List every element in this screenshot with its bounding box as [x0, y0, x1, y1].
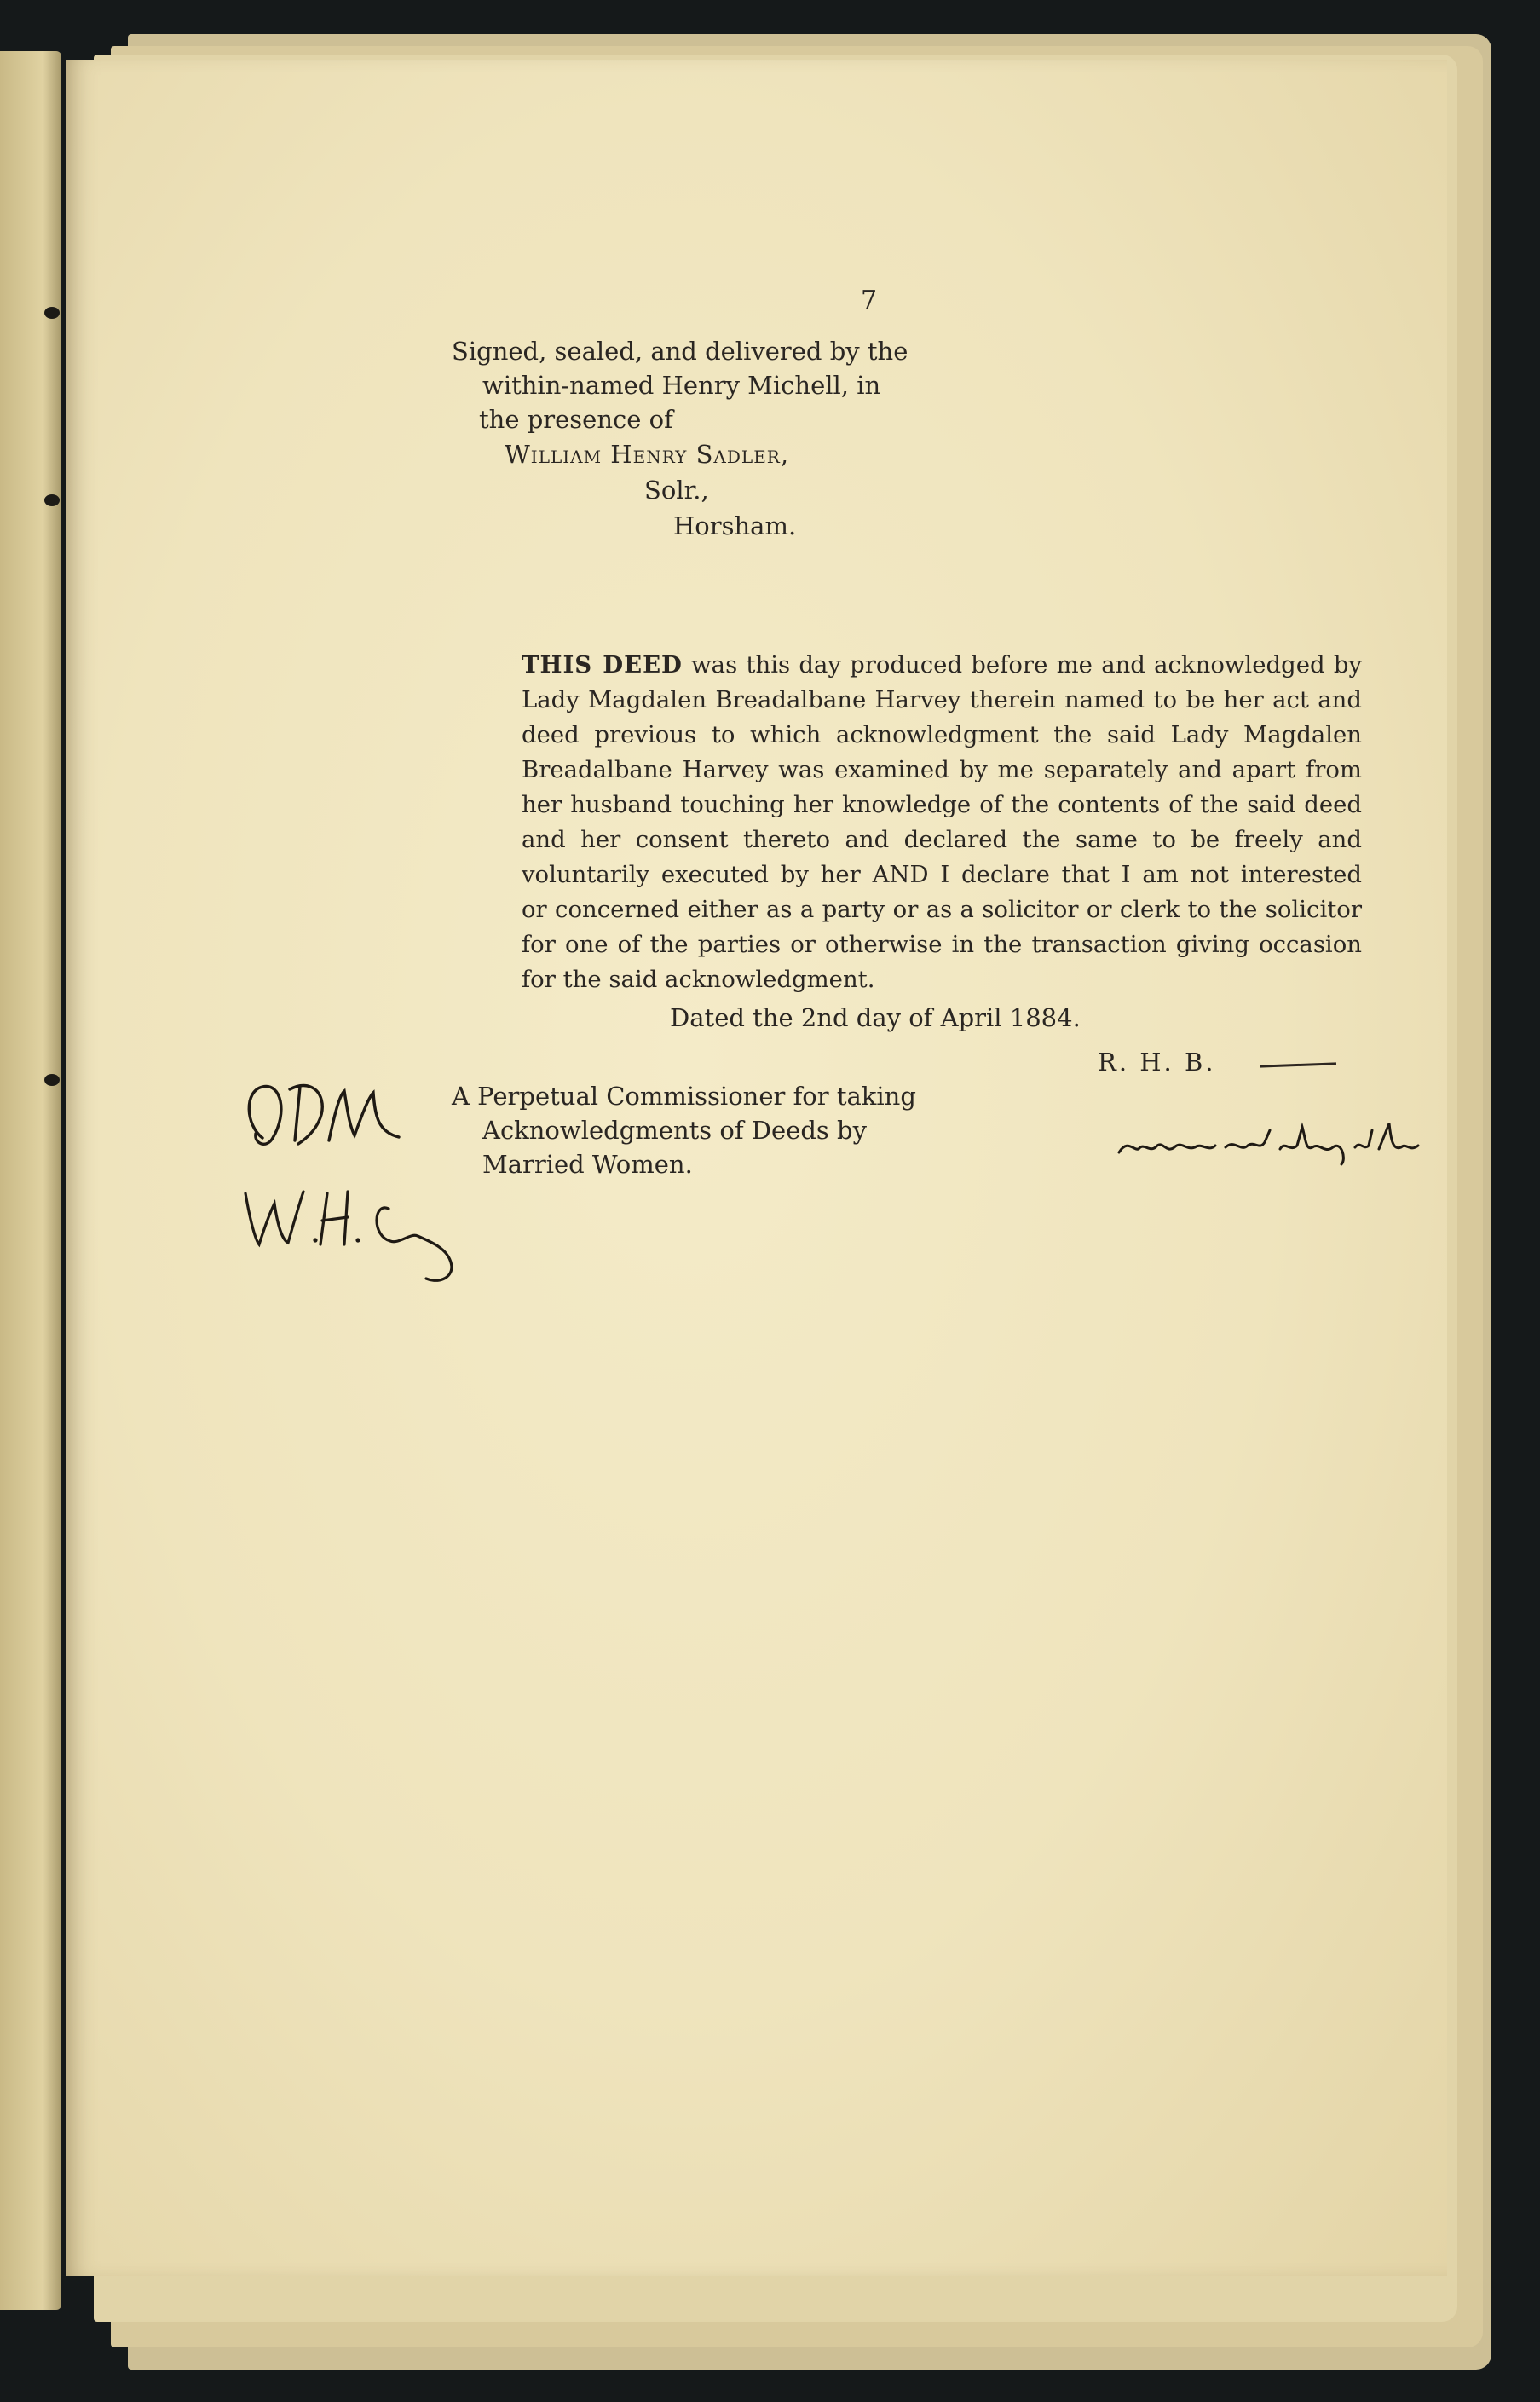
- witness-title: Solr.,: [644, 476, 709, 505]
- witness-place: Horsham.: [673, 511, 797, 540]
- acknowledgment-line: for one of the parties or otherwise in the transaction giving occasion: [522, 931, 1362, 958]
- commissioner-line-2: Acknowledgments of Deeds by: [482, 1116, 867, 1145]
- acknowledgment-lead: THIS DEED: [522, 651, 683, 678]
- document-page: [66, 60, 1447, 2276]
- commissioner-line-3: Married Women.: [482, 1150, 693, 1179]
- dated-line: Dated the 2nd day of April 1884.: [670, 1003, 1081, 1032]
- acknowledgment-line: and her consent thereto and declared the same to be freely and: [522, 826, 1362, 853]
- page-number: 7: [861, 286, 878, 315]
- commissioner-line-1: A Perpetual Commissioner for taking: [452, 1082, 916, 1111]
- witness-name: William Henry Sadler,: [505, 440, 790, 469]
- acknowledgment-line: deed previous to which acknowledgment the said Lady Magdalen: [522, 721, 1362, 748]
- facing-page-edge: [0, 51, 61, 2310]
- handwritten-note: [1115, 1108, 1456, 1176]
- acknowledgment-line: voluntarily executed by her AND I declare that I am not interested: [522, 861, 1362, 888]
- binding-hole: [44, 307, 60, 319]
- acknowledgment-line: her husband touching her knowledge of the contents of the said deed: [522, 791, 1362, 818]
- attestation-line-3: the presence of: [479, 405, 673, 434]
- initials: R. H. B.: [1098, 1048, 1216, 1077]
- acknowledgment-line: Breadalbane Harvey was examined by me separately and apart from: [522, 756, 1362, 783]
- acknowledgment-line: for the said acknowledgment.: [522, 966, 875, 993]
- acknowledgment-line: THIS DEED was this day produced before me and acknowledged by: [522, 651, 1362, 678]
- attestation-line-2: within-named Henry Michell, in: [482, 371, 881, 400]
- acknowledgment-line: Lady Magdalen Breadalbane Harvey therein named to be her act and: [522, 686, 1362, 713]
- handwritten-margin-initials: [228, 1065, 467, 1304]
- attestation-line-1: Signed, sealed, and delivered by the: [452, 337, 908, 366]
- acknowledgment-line: or concerned either as a party or as a solicitor or clerk to the solicitor: [522, 896, 1362, 923]
- binding-hole: [44, 1074, 60, 1086]
- initials-dash: [1260, 1062, 1336, 1067]
- binding-hole: [44, 494, 60, 506]
- acknowledgment-paragraph: [522, 648, 1362, 997]
